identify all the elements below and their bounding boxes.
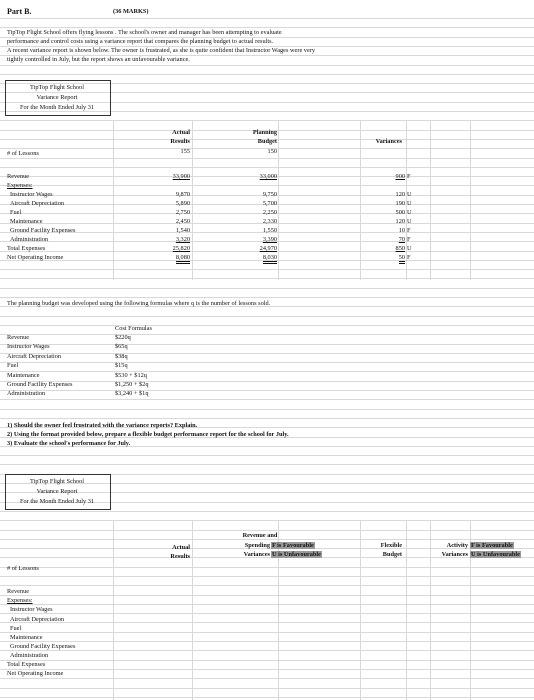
r1-noi-label: Net Operating Income: [7, 254, 64, 261]
grid-line: [0, 464, 534, 465]
intro-line-4: tightly controlled in July, but the report shows an unfavourable variance.: [7, 56, 190, 63]
grid-line: [0, 344, 534, 345]
formula-value: $1,250 + $2q: [115, 381, 149, 388]
r1-revenue-label: Revenue: [7, 173, 30, 180]
grid-line: [0, 381, 534, 382]
r1-expense-variance: 120: [395, 218, 405, 225]
r2-row-label: # of Lessons: [7, 565, 39, 572]
formula-label: Revenue: [7, 334, 30, 341]
grid-line: [0, 353, 534, 354]
r2-col-activity-2: Variances: [441, 551, 468, 558]
grid-line: [0, 669, 534, 670]
r1-noi-flag: F: [407, 254, 411, 261]
grid-line: [278, 120, 279, 280]
r1-total-variance: 850: [395, 245, 405, 252]
formula-value: $38q: [115, 352, 128, 360]
formula-label: Administration: [7, 390, 46, 398]
r1-total-flag: U: [407, 245, 412, 252]
r1-noi-variance: 50: [399, 254, 405, 264]
r1-expense-planning: 9,750: [262, 191, 277, 198]
question-1: 1) Should the owner feel frustrated with the variance reports? Explain.: [7, 422, 198, 429]
r1-expense-variance: 500: [395, 209, 405, 216]
r1-lessons-label: # of Lessons: [7, 150, 39, 157]
r1-col-planning-2: Budget: [257, 138, 277, 145]
grid-line: [0, 288, 534, 289]
r2-row-label: Ground Facility Expenses: [10, 643, 76, 650]
r1-expense-planning: 2,330: [262, 218, 277, 225]
r2-col-actual-2: Results: [170, 553, 190, 560]
r1-expense-actual: 5,890: [175, 200, 190, 207]
r1-expense-variance: 190: [395, 200, 405, 207]
grid-line: [0, 632, 534, 633]
r1-noi-planning: 8,030: [263, 254, 277, 264]
grid-line: [470, 120, 471, 280]
r2-legend-f: F is Favourable: [272, 542, 314, 549]
grid-line: [0, 65, 534, 66]
r2-row-label: Administration: [10, 652, 49, 659]
r2-col-flexible-2: Budget: [382, 551, 402, 558]
report2-title: Variance Report: [36, 488, 78, 495]
grid-line: [192, 520, 193, 700]
r1-expense-variance: 70: [398, 236, 405, 243]
r2-row-label: Net Operating Income: [7, 670, 64, 677]
grid-line: [0, 185, 534, 186]
r1-expense-planning: 2,250: [262, 209, 277, 216]
formulas-intro: The planning budget was developed using the following formulas where q is the number of lessons sold.: [7, 300, 271, 307]
grid-line: [0, 520, 534, 521]
r1-expense-label: Fuel: [10, 209, 22, 216]
question-2: 2) Using the format provided below, prepare a flexible budget performance report for the school for July.: [7, 431, 289, 438]
r1-expense-label: Administration: [10, 236, 49, 243]
report1-company: TipTop Flight School: [30, 84, 84, 91]
part-title: Part B.: [7, 7, 32, 16]
r1-expense-flag: U: [407, 200, 412, 207]
r2-col-revenue-2: Spending: [244, 542, 270, 549]
grid-line: [430, 120, 431, 280]
r1-expense-flag: F: [407, 227, 411, 234]
grid-line: [0, 678, 534, 679]
formula-value: $15q: [115, 362, 128, 370]
r1-revenue-planning: 33,000: [259, 173, 277, 180]
part-marks: (36 MARKS): [113, 8, 149, 15]
grid-line: [0, 120, 534, 121]
r2-row-label: Maintenance: [10, 634, 43, 641]
grid-line: [0, 371, 534, 372]
r1-expenses-label: Expenses:: [7, 182, 33, 189]
formula-value: $3,240 + $1q: [115, 390, 149, 398]
r2-col-revenue-3: Variances: [243, 551, 270, 558]
grid-line: [0, 27, 534, 28]
grid-line: [0, 409, 534, 410]
r1-col-planning-1: Planning: [252, 129, 277, 136]
r2-activity-legend-u: U is Unfavourable: [471, 551, 520, 558]
grid-line: [0, 399, 534, 400]
r1-expense-flag: U: [407, 191, 412, 198]
r1-expense-planning: 1,550: [262, 227, 277, 234]
r1-lessons-planning: 150: [267, 148, 277, 155]
intro-line-1: TipTop Flight School offers flying lessons . The school's owner and manager has been attempting to evaluate: [7, 29, 282, 36]
grid-line: [0, 390, 534, 391]
report2-company: TipTop Flight School: [30, 478, 84, 485]
r1-expense-flag: U: [407, 209, 412, 216]
grid-line: [0, 325, 534, 326]
r1-col-variances: Variances: [375, 138, 402, 145]
grid-line: [192, 120, 193, 280]
r1-total-actual: 25,820: [172, 245, 190, 252]
grid-line: [0, 641, 534, 642]
r2-row-label: Instructor Wages: [10, 606, 53, 613]
r1-expense-actual: 9,870: [175, 191, 190, 198]
formula-value: $65q: [115, 343, 128, 351]
r1-expense-actual: 1,540: [175, 227, 190, 234]
grid-line: [0, 167, 534, 168]
r1-lessons-actual: 155: [180, 148, 190, 155]
formula-label: Aircraft Depreciation: [7, 352, 62, 360]
formula-label: Instructor Wages: [7, 343, 50, 351]
formula-label: Ground Facility Expenses: [7, 381, 73, 388]
r1-expense-label: Ground Facility Expenses: [10, 227, 76, 234]
grid-line: [0, 316, 534, 317]
grid-line: [406, 520, 407, 700]
formula-label: Maintenance: [7, 371, 40, 379]
grid-line: [113, 120, 114, 280]
grid-line: [0, 697, 534, 698]
r2-col-revenue-1: Revenue and: [242, 532, 278, 539]
grid-line: [0, 567, 534, 568]
r1-revenue-actual: 33,900: [172, 173, 190, 180]
grid-line: [113, 520, 114, 700]
formula-label: Fuel: [7, 362, 19, 370]
r2-row-label: Revenue: [7, 588, 30, 595]
formulas-header: Cost Formulas: [115, 325, 152, 332]
r1-expense-variance: 10: [398, 227, 405, 234]
r1-noi-actual: 8,080: [176, 254, 190, 264]
r1-col-actual-2: Results: [170, 138, 190, 145]
formula-value: $530 + $12q: [115, 371, 147, 379]
r1-total-planning: 24,970: [259, 245, 277, 252]
grid-line: [360, 520, 361, 700]
r1-revenue-variance: 900: [395, 173, 405, 180]
report1-title: Variance Report: [36, 94, 78, 101]
grid-line: [0, 511, 534, 512]
intro-line-2: performance and control costs using a variance report that compares the planning budget to actual results.: [7, 38, 274, 45]
grid-line: [0, 297, 534, 298]
r2-row-label: Aircraft Depreciation: [10, 616, 65, 623]
grid-line: [0, 576, 534, 577]
r1-expense-label: Maintenance: [10, 218, 43, 225]
r1-expense-label: Aircraft Depreciation: [10, 200, 65, 207]
grid-line: [0, 613, 534, 614]
report1-period: For the Month Ended July 31: [20, 104, 94, 111]
r1-total-label: Total Expenses: [7, 245, 46, 252]
grid-line: [0, 595, 534, 596]
r2-legend-u: U is Unfavourable: [272, 551, 321, 558]
r1-expense-actual: 3,320: [175, 236, 190, 243]
grid-line: [0, 530, 534, 531]
formula-value: $220q: [115, 334, 131, 341]
r2-row-label: Expenses:: [7, 597, 33, 604]
r2-row-label: Fuel: [10, 625, 22, 632]
r1-col-actual-1: Actual: [172, 129, 190, 136]
grid-line: [0, 455, 534, 456]
grid-line: [0, 604, 534, 605]
grid-line: [0, 585, 534, 586]
grid-line: [0, 269, 534, 270]
r1-expense-flag: F: [407, 236, 411, 243]
intro-line-3: A recent variance report is shown below. The owner is frustrated, as she is quite confident that Instructor Wages were very: [7, 47, 315, 54]
grid-line: [0, 650, 534, 651]
r2-activity-legend-f: F is Favourable: [471, 542, 513, 549]
r1-expense-actual: 2,750: [175, 209, 190, 216]
r2-col-activity-1: Activity: [446, 542, 468, 549]
r1-expense-actual: 2,450: [175, 218, 190, 225]
grid-line: [0, 660, 534, 661]
grid-line: [0, 334, 534, 335]
r1-expense-planning: 3,390: [262, 236, 277, 243]
grid-line: [0, 158, 534, 159]
r1-expense-variance: 120: [395, 191, 405, 198]
r2-col-actual-1: Actual: [172, 544, 190, 551]
grid-line: [0, 278, 534, 279]
grid-line: [0, 622, 534, 623]
grid-line: [0, 18, 534, 19]
grid-line: [0, 74, 534, 75]
r2-col-flexible-1: Flexible: [380, 542, 402, 549]
r1-expense-planning: 5,700: [262, 200, 277, 207]
r1-expense-flag: U: [407, 218, 412, 225]
r1-expense-label: Instructor Wages: [10, 191, 53, 198]
r1-revenue-flag: F: [407, 173, 411, 180]
question-3: 3) Evaluate the school's performance for July.: [7, 440, 131, 447]
r2-row-label: Total Expenses: [7, 661, 46, 668]
report2-period: For the Month Ended July 31: [20, 498, 94, 505]
grid-line: [0, 688, 534, 689]
grid-line: [0, 362, 534, 363]
grid-line: [0, 418, 534, 419]
